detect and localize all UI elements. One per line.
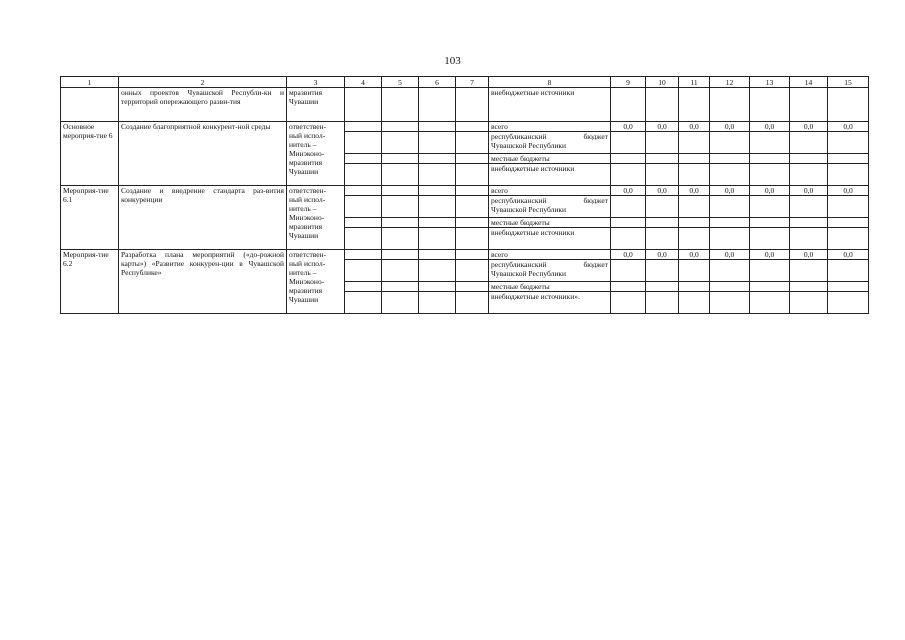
measure-name-cell: Создание и внедрение стандарта раз-вития конкуренции xyxy=(119,186,287,250)
empty-cell xyxy=(456,260,489,282)
table-row xyxy=(61,122,869,132)
executor-line: ответствен- xyxy=(289,122,327,131)
empty-cell xyxy=(456,228,489,250)
value-cell xyxy=(679,154,710,164)
executor-cell: мразвития Чувашии xyxy=(287,88,345,122)
value-cell xyxy=(679,132,710,154)
value-cell: 0,0 xyxy=(710,250,750,260)
executor-line: ный испол- xyxy=(289,131,326,140)
value-cell: 0,0 xyxy=(750,122,790,132)
value-cell xyxy=(750,132,790,154)
value-cell xyxy=(750,282,790,292)
empty-cell xyxy=(419,282,456,292)
funding-source-cell: республиканский бюджет Чувашской Республики xyxy=(489,132,611,154)
empty-cell xyxy=(419,260,456,282)
value-cell: 0,0 xyxy=(679,122,710,132)
value-cell xyxy=(750,292,790,314)
empty-cell xyxy=(382,282,419,292)
executor-line: ный испол- xyxy=(289,259,326,268)
executor-cell xyxy=(287,122,345,186)
executor-line: Минэконо- xyxy=(289,149,325,158)
value-cell xyxy=(611,132,646,154)
value-cell xyxy=(790,164,828,186)
value-cell: 0,0 xyxy=(646,186,679,196)
executor-line: Чувашии xyxy=(289,231,319,240)
executor-line: мразвития xyxy=(289,286,323,295)
empty-cell xyxy=(456,154,489,164)
value-cell xyxy=(710,260,750,282)
value-cell xyxy=(679,292,710,314)
col-header: 14 xyxy=(790,77,828,88)
empty-cell xyxy=(419,250,456,260)
executor-line: Чувашии xyxy=(289,295,319,304)
executor-line: нитель – xyxy=(289,140,317,149)
executor-line: ответствен- xyxy=(289,186,327,195)
value-cell xyxy=(710,292,750,314)
empty-cell xyxy=(419,164,456,186)
executor-line: мразвития xyxy=(289,222,323,231)
value-cell: 0,0 xyxy=(611,186,646,196)
empty-cell xyxy=(345,218,382,228)
col-header: 5 xyxy=(382,77,419,88)
value-cell xyxy=(646,260,679,282)
executor-line: ный испол- xyxy=(289,195,326,204)
value-cell xyxy=(828,196,869,218)
empty-cell xyxy=(419,292,456,314)
empty-cell xyxy=(345,250,382,260)
empty-cell xyxy=(382,228,419,250)
empty-cell xyxy=(456,132,489,154)
empty-cell xyxy=(345,260,382,282)
funding-source-cell: всего xyxy=(489,186,611,196)
value-cell xyxy=(790,218,828,228)
funding-source-cell: всего xyxy=(489,122,611,132)
funding-source-cell: местные бюджеты xyxy=(489,218,611,228)
measure-name-cell: онных проектов Чувашской Республи-ки и территорий опережающего разви-тия xyxy=(119,88,287,122)
col-header: 13 xyxy=(750,77,790,88)
value-cell: 0,0 xyxy=(750,250,790,260)
value-cell xyxy=(750,228,790,250)
value-cell xyxy=(710,164,750,186)
executor-line: Минэконо- xyxy=(289,277,325,286)
value-cell: 0,0 xyxy=(710,122,750,132)
value-cell xyxy=(710,228,750,250)
executor-line: нитель – xyxy=(289,204,317,213)
value-cell xyxy=(611,228,646,250)
empty-cell xyxy=(345,132,382,154)
funding-source-cell: республиканский бюджет Чувашской Республики xyxy=(489,260,611,282)
executor-line: Минэконо- xyxy=(289,213,325,222)
value-cell: 0,0 xyxy=(611,122,646,132)
value-cell xyxy=(828,164,869,186)
value-cell: 0,0 xyxy=(790,186,828,196)
col-header: 8 xyxy=(489,77,611,88)
budget-table xyxy=(60,76,869,314)
empty-cell xyxy=(382,218,419,228)
value-cell xyxy=(611,292,646,314)
row-number-cell xyxy=(61,88,119,122)
empty-cell xyxy=(419,218,456,228)
empty-cell xyxy=(419,132,456,154)
value-cell xyxy=(710,154,750,164)
executor-cell xyxy=(287,186,345,250)
funding-source-cell: внебюджетные источники xyxy=(489,88,611,122)
executor-line: мразвития xyxy=(289,158,323,167)
empty-cell xyxy=(456,218,489,228)
value-cell xyxy=(828,282,869,292)
value-cell: 0,0 xyxy=(828,250,869,260)
value-cell xyxy=(790,154,828,164)
value-cell xyxy=(611,218,646,228)
empty-cell xyxy=(456,250,489,260)
value-cell xyxy=(679,228,710,250)
value-cell xyxy=(679,260,710,282)
value-cell xyxy=(646,154,679,164)
value-cell: 0,0 xyxy=(646,250,679,260)
col-header: 9 xyxy=(611,77,646,88)
value-cell: 0,0 xyxy=(790,250,828,260)
empty-cell xyxy=(456,282,489,292)
col-header: 15 xyxy=(828,77,869,88)
value-cell xyxy=(679,218,710,228)
empty-cell xyxy=(419,196,456,218)
table-row xyxy=(61,186,869,196)
value-cell xyxy=(710,282,750,292)
value-cell xyxy=(679,196,710,218)
value-cell xyxy=(679,282,710,292)
value-cell xyxy=(790,292,828,314)
table-row xyxy=(61,250,869,260)
value-cell xyxy=(710,196,750,218)
value-cell xyxy=(790,260,828,282)
value-cell xyxy=(611,260,646,282)
value-cell xyxy=(828,132,869,154)
value-cell: 0,0 xyxy=(710,186,750,196)
funding-source-cell: внебюджетные источники xyxy=(489,228,611,250)
value-cell: 0,0 xyxy=(611,250,646,260)
value-cell xyxy=(750,164,790,186)
value-cell xyxy=(828,260,869,282)
value-cell xyxy=(679,164,710,186)
value-cell: 0,0 xyxy=(790,122,828,132)
empty-cell xyxy=(345,122,382,132)
page-number: 103 xyxy=(444,55,461,67)
value-cell xyxy=(646,132,679,154)
value-cell xyxy=(611,164,646,186)
value-cell xyxy=(750,196,790,218)
empty-cell xyxy=(419,186,456,196)
header-row xyxy=(61,77,869,88)
empty-cell xyxy=(419,122,456,132)
empty-cell xyxy=(419,228,456,250)
col-header: 11 xyxy=(679,77,710,88)
value-cell xyxy=(790,228,828,250)
col-header: 2 xyxy=(119,77,287,88)
col-header: 10 xyxy=(646,77,679,88)
empty-cell xyxy=(345,164,382,186)
empty-cell xyxy=(382,260,419,282)
funding-source-cell: местные бюджеты xyxy=(489,154,611,164)
funding-source-cell: всего xyxy=(489,250,611,260)
value-cell xyxy=(828,292,869,314)
col-header: 4 xyxy=(345,77,382,88)
funding-source-cell: местные бюджеты xyxy=(489,282,611,292)
empty-cell xyxy=(382,122,419,132)
empty-cell xyxy=(382,196,419,218)
empty-cell xyxy=(382,250,419,260)
value-cell: 0,0 xyxy=(646,122,679,132)
value-cell: 0,0 xyxy=(679,186,710,196)
empty-cell xyxy=(345,154,382,164)
value-cell xyxy=(646,196,679,218)
value-cell xyxy=(750,218,790,228)
funding-source-cell: внебюджетные источники». xyxy=(489,292,611,314)
value-cell xyxy=(611,196,646,218)
value-cell xyxy=(611,282,646,292)
executor-cell xyxy=(287,250,345,314)
empty-cell xyxy=(345,292,382,314)
value-cell xyxy=(790,282,828,292)
measure-type-cell: Основное мероприя-тие 6 xyxy=(61,122,119,186)
value-cell xyxy=(828,228,869,250)
col-header: 6 xyxy=(419,77,456,88)
empty-cell xyxy=(456,164,489,186)
funding-source-cell: республиканский бюджет Чувашской Республики xyxy=(489,196,611,218)
measure-type-cell: Мероприя-тие 6.1 xyxy=(61,186,119,250)
value-cell: 0,0 xyxy=(828,122,869,132)
measure-name-cell: Создание благоприятной конкурент-ной среды xyxy=(119,122,287,186)
value-cell xyxy=(710,218,750,228)
empty-cell xyxy=(382,154,419,164)
value-cell xyxy=(646,164,679,186)
empty-cell xyxy=(345,282,382,292)
value-cell xyxy=(828,154,869,164)
executor-line: ответствен- xyxy=(289,250,327,259)
empty-cell xyxy=(456,122,489,132)
empty-cell xyxy=(382,164,419,186)
empty-cell xyxy=(456,292,489,314)
empty-cell xyxy=(382,292,419,314)
empty-cell xyxy=(345,228,382,250)
value-cell xyxy=(646,282,679,292)
value-cell xyxy=(750,154,790,164)
measure-name-cell: Разработка плана мероприятий («до-рожной карты») «Развитие конкурен-ции в Чувашской Республике» xyxy=(119,250,287,314)
value-cell xyxy=(646,292,679,314)
value-cell xyxy=(646,228,679,250)
table-row xyxy=(61,88,869,122)
empty-cell xyxy=(382,186,419,196)
value-cell xyxy=(750,260,790,282)
value-cell xyxy=(646,218,679,228)
value-cell xyxy=(790,132,828,154)
empty-cell xyxy=(345,186,382,196)
value-cell: 0,0 xyxy=(679,250,710,260)
measure-type-cell: Мероприя-тие 6.2 xyxy=(61,250,119,314)
funding-source-cell: внебюджетные источники xyxy=(489,164,611,186)
value-cell xyxy=(790,196,828,218)
value-cell: 0,0 xyxy=(750,186,790,196)
empty-cell xyxy=(345,196,382,218)
col-header: 12 xyxy=(710,77,750,88)
value-cell xyxy=(828,218,869,228)
empty-cell xyxy=(382,132,419,154)
empty-cell xyxy=(456,186,489,196)
value-cell xyxy=(710,132,750,154)
col-header: 3 xyxy=(287,77,345,88)
col-header: 7 xyxy=(456,77,489,88)
value-cell: 0,0 xyxy=(828,186,869,196)
executor-line: нитель – xyxy=(289,268,317,277)
empty-cell xyxy=(456,196,489,218)
col-header: 1 xyxy=(61,77,119,88)
executor-line: Чувашии xyxy=(289,167,319,176)
value-cell xyxy=(611,154,646,164)
empty-cell xyxy=(419,154,456,164)
